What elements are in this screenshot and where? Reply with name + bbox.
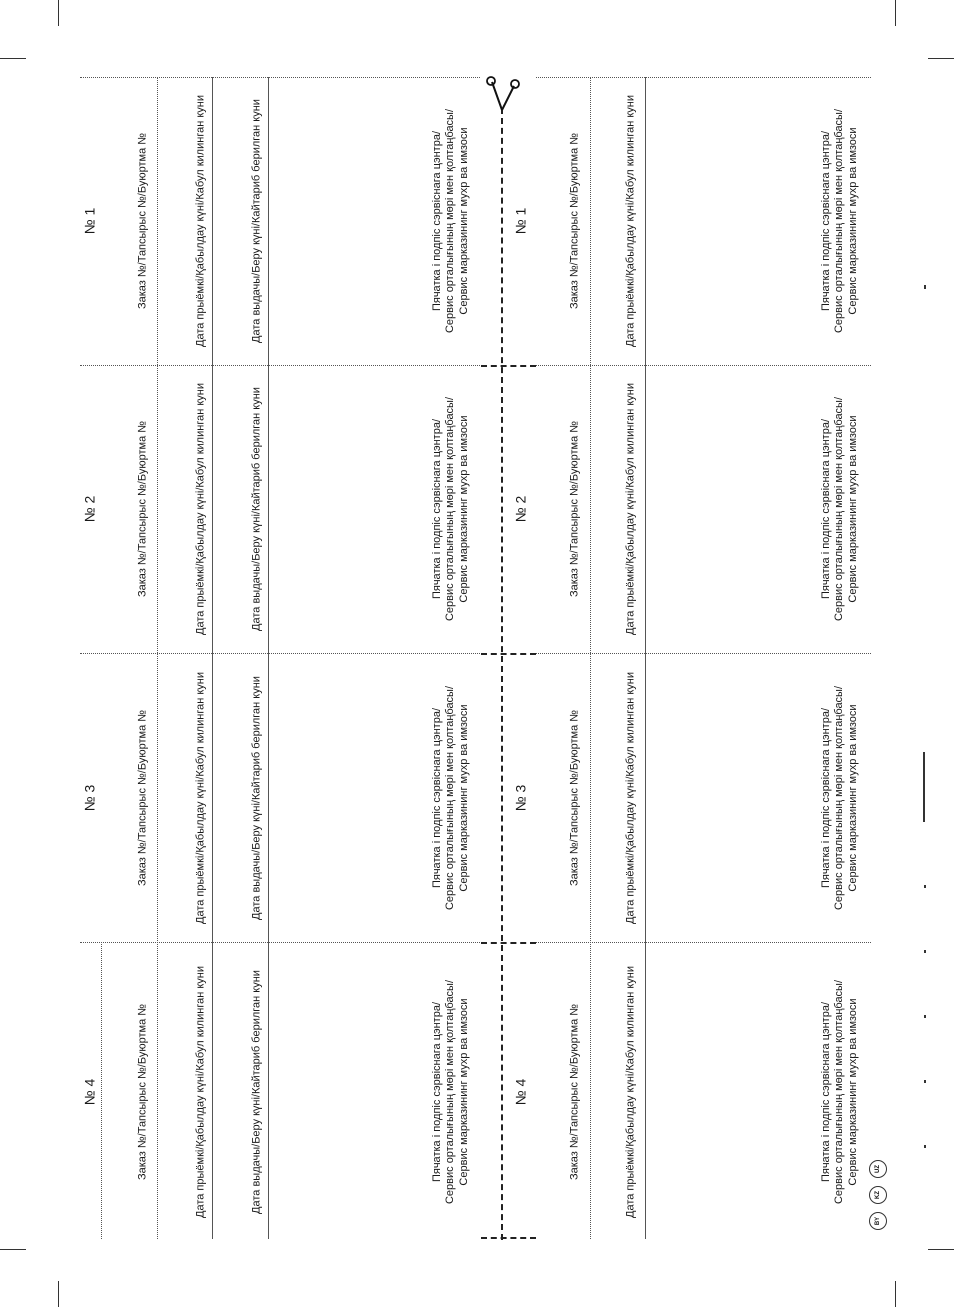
cut-line-tick	[481, 942, 536, 944]
stamp-signature-label: Пячатка і подпіс сэрвіснага цэнтра/ Сервис орталығының мөрі мен қолтаңбасы/ Сервис марказининг мухр ва имзоси	[430, 685, 470, 911]
order-number-label: Заказ №/Тапсырыс №/Буюртма №	[568, 132, 581, 310]
coupon-number: № 1	[81, 207, 98, 235]
crop-mark	[0, 1249, 26, 1250]
crop-mark	[928, 1249, 954, 1250]
receipt-date-label: Дата прыёмкі/Қабылдау күні/Кабул килинган куни	[624, 95, 637, 347]
field-rule	[101, 942, 102, 1239]
coupon-separator	[536, 942, 871, 943]
coupon-number: № 3	[81, 784, 98, 812]
issue-date-label: Дата выдачы/Беру күні/Кайтариб берилган куни	[250, 676, 263, 920]
coupon-separator	[536, 365, 871, 366]
field-rule	[645, 77, 646, 1239]
coupon-number: № 2	[81, 495, 98, 523]
crop-mark	[895, 0, 896, 26]
issue-date-label: Дата выдачы/Беру күні/Кайтариб берилган куни	[250, 970, 263, 1214]
coupon-separator	[536, 77, 871, 78]
order-number-label: Заказ №/Тапсырыс №/Буюртма №	[136, 420, 149, 598]
crop-mark	[58, 1281, 59, 1307]
coupon-number: № 2	[512, 495, 529, 523]
stamp-signature-label: Пячатка і подпіс сэрвіснага цэнтра/ Сервис орталығының мөрі мен қолтаңбасы/ Сервис марказининг мухр ва имзоси	[819, 396, 859, 622]
crop-mark	[895, 1281, 896, 1307]
order-number-label: Заказ №/Тапсырыс №/Буюртма №	[136, 709, 149, 887]
registration-dot	[924, 950, 926, 953]
stamp-signature-label: Пячатка і подпіс сэрвіснага цэнтра/ Сервис орталығының мөрі мен қолтаңбасы/ Сервис марказининг мухр ва имзоси	[430, 396, 470, 622]
stamp-signature-label: Пячатка і подпіс сэрвіснага цэнтра/ Сервис орталығының мөрі мен қолтаңбасы/ Сервис марказининг мухр ва имзоси	[819, 979, 859, 1205]
order-number-label: Заказ №/Тапсырыс №/Буюртма №	[568, 709, 581, 887]
registration-dot	[924, 1080, 926, 1083]
receipt-date-label: Дата прыёмкі/Қабылдау күні/Кабул килинган куни	[624, 383, 637, 635]
coupon-separator	[80, 942, 480, 943]
receipt-date-label: Дата прыёмкі/Қабылдау күні/Кабул килинган куни	[194, 383, 207, 635]
coupon-separator	[80, 365, 480, 366]
order-number-label: Заказ №/Тапсырыс №/Буюртма №	[568, 1003, 581, 1181]
coupon-separator	[536, 653, 871, 654]
stamp-signature-label: Пячатка і подпіс сэрвіснага цэнтра/ Сервис орталығының мөрі мен қолтаңбасы/ Сервис марказининг мухр ва имзоси	[819, 108, 859, 334]
field-rule	[268, 77, 269, 1239]
registration-dot	[924, 885, 926, 888]
order-number-label: Заказ №/Тапсырыс №/Буюртма №	[136, 132, 149, 310]
registration-mark	[924, 285, 926, 289]
receipt-date-label: Дата прыёмкі/Қабылдау күні/Кабул килинган куни	[624, 672, 637, 924]
cut-line-tick	[481, 365, 536, 367]
field-rule	[590, 77, 591, 1239]
receipt-date-label: Дата прыёмкі/Қабылдау күні/Кабул килинган куни	[194, 95, 207, 347]
field-rule	[157, 77, 158, 1239]
crop-mark	[928, 58, 954, 59]
registration-dot	[924, 1015, 926, 1018]
coupon-number: № 4	[81, 1078, 98, 1106]
cut-line	[501, 108, 503, 1240]
issue-date-label: Дата выдачы/Беру күні/Кайтариб берилган куни	[250, 99, 263, 343]
field-rule	[212, 77, 213, 1239]
crop-mark	[58, 0, 59, 26]
stamp-signature-label: Пячатка і подпіс сэрвіснага цэнтра/ Сервис орталығының мөрі мен қолтаңбасы/ Сервис марказининг мухр ва имзоси	[819, 685, 859, 911]
coupon-number: № 1	[512, 207, 529, 235]
scissors-icon	[484, 76, 520, 114]
registration-bar	[923, 752, 925, 822]
registration-dot	[924, 1145, 926, 1148]
receipt-date-label: Дата прыёмкі/Қабылдау күні/Кабул килинган куни	[624, 966, 637, 1218]
language-badge-by: BY	[869, 1212, 887, 1230]
cut-line-tick	[481, 1237, 536, 1239]
language-badge-uz: UZ	[869, 1160, 887, 1178]
coupon-number: № 4	[512, 1078, 529, 1106]
cut-line-tick	[481, 653, 536, 655]
receipt-date-label: Дата прыёмкі/Қабылдау күні/Кабул килинган куни	[194, 672, 207, 924]
stamp-signature-label: Пячатка і подпіс сэрвіснага цэнтра/ Сервис орталығының мөрі мен қолтаңбасы/ Сервис марказининг мухр ва имзоси	[430, 979, 470, 1205]
crop-mark	[0, 58, 26, 59]
stamp-signature-label: Пячатка і подпіс сэрвіснага цэнтра/ Сервис орталығының мөрі мен қолтаңбасы/ Сервис марказининг мухр ва имзоси	[430, 108, 470, 334]
coupon-separator	[80, 653, 480, 654]
receipt-date-label: Дата прыёмкі/Қабылдау күні/Кабул килинган куни	[194, 966, 207, 1218]
order-number-label: Заказ №/Тапсырыс №/Буюртма №	[136, 1003, 149, 1181]
issue-date-label: Дата выдачы/Беру күні/Кайтариб берилган куни	[250, 387, 263, 631]
order-number-label: Заказ №/Тапсырыс №/Буюртма №	[568, 420, 581, 598]
coupon-separator	[80, 77, 480, 78]
coupon-number: № 3	[512, 784, 529, 812]
language-badge-kz: KZ	[869, 1186, 887, 1204]
